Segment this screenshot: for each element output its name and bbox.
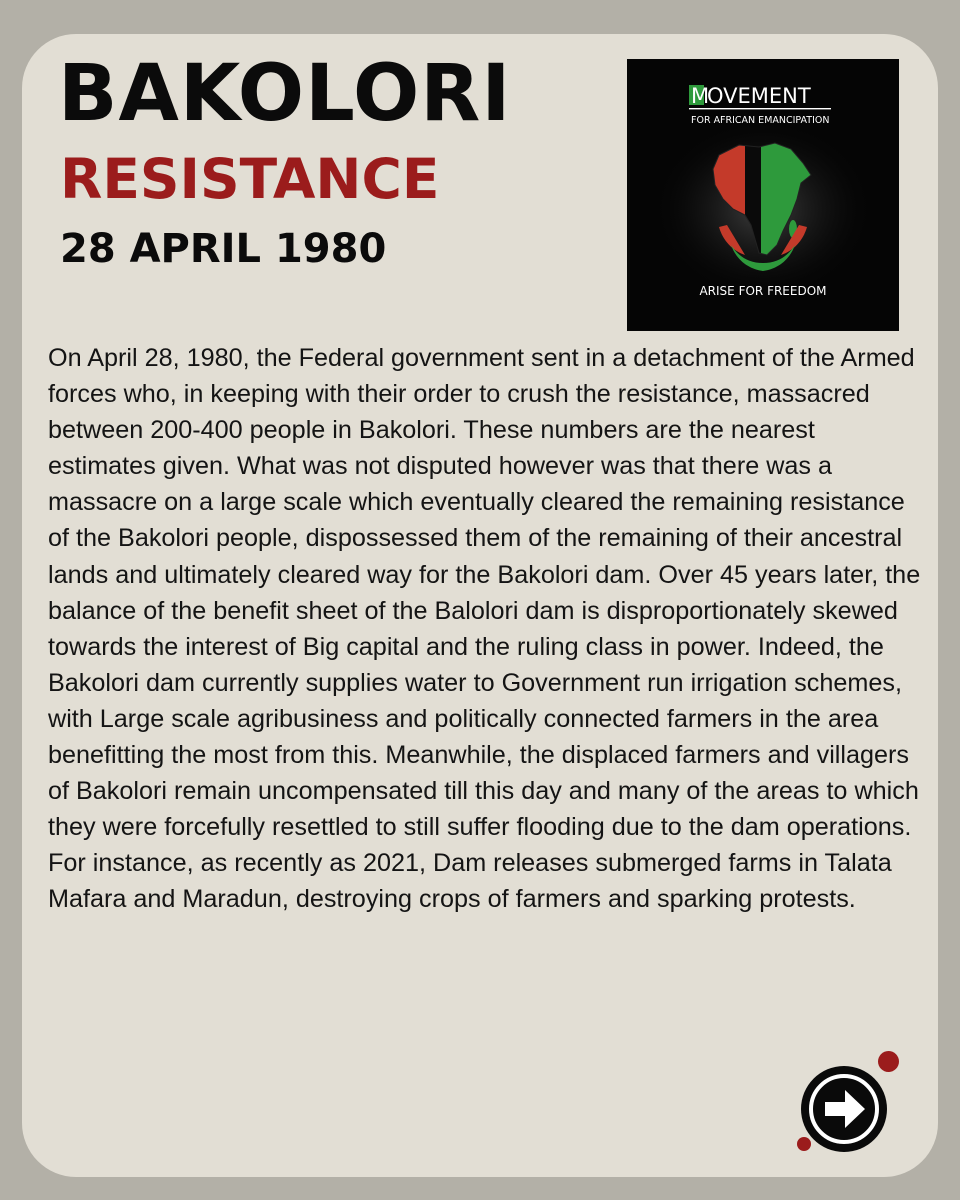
page-subtitle: RESISTANCE [60, 147, 440, 211]
page-title: BAKOLORI [58, 49, 512, 139]
logo-name: OVEMENT [707, 84, 811, 108]
logo-name-initial: M [691, 84, 710, 108]
next-page-button[interactable] [801, 1066, 887, 1152]
decorative-dot [797, 1137, 811, 1151]
event-date: 28 APRIL 1980 [60, 226, 387, 272]
logo-tagline: ARISE FOR FREEDOM [699, 284, 827, 298]
logo-divider [689, 108, 831, 109]
article-body: On April 28, 1980, the Federal government sent in a detachment of the Armed forces who, in keeping with their order to crush the resistance, massacred between 200-400 people in Bakolori. These numbers are the nearest estimates given. What was not disputed however was that there was a massacre on a large scale which eventually cleared the remaining resistance of the Bakolori people, dispossessed them of the remaining of their ancestral lands and ultimately cleared way for the Bakolori dam. Over 45 years later, the balance of the benefit sheet of the Balolori dam is disproportionately skewed towards the interest of Big capital and the ruling class in power. Indeed, the Bakolori dam currently supplies water to Government run irrigation schemes, with Large scale agribusiness and politically connected farmers in the area benefitting the most from this. Meanwhile, the displaced farmers and villagers of Bakolori remain uncompensated till this day and many of the areas to which they were forcefully resettled to still suffer flooding due to the dam operations. For instance, as recently as 2021, Dam releases submerged farms in Talata Mafara and Maradun, destroying crops of farmers and sparking protests. [48, 344, 921, 914]
africa-map-logo-icon [627, 59, 899, 331]
arrow-right-icon [801, 1066, 887, 1152]
movement-logo [627, 59, 899, 331]
logo-name-sub: FOR AFRICAN EMANCIPATION [691, 115, 830, 126]
